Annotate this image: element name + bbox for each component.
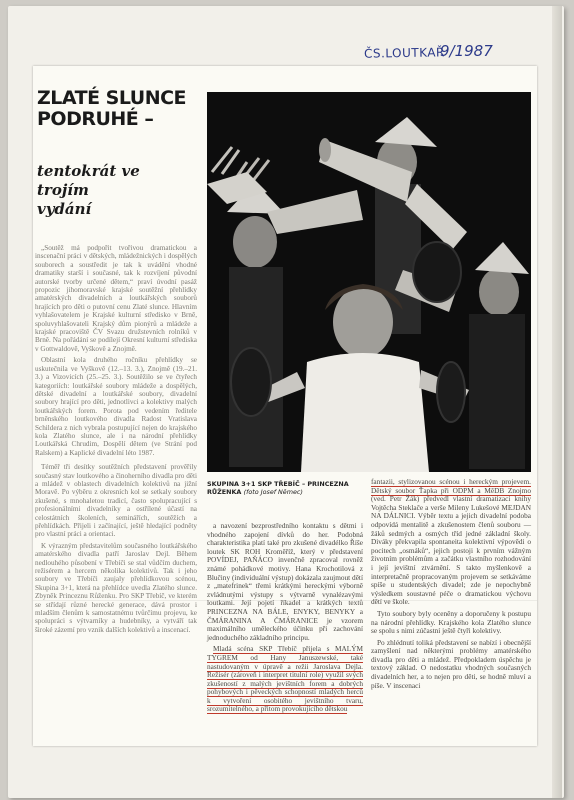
handwritten-source: ČS.LOUTKAŘ [363,45,445,61]
paragraph: „Soutěž má podpořit tvořivou dramatickou a inscenační práci v dětských, mládežnických i dospělých souborech a soustředit je tak k uvádění vhodné dramatiky starší i současné, tak k rozvíjení původní autorské tvorby určené dětem,“ praví úvodní pasáž propozic jihomoravské krajské soutěžní přehlídky amatérských divadelních a loutkářských souborů hrajících pro děti o putovní cenu Zlaté slunce. Hlavním vyhlašovatelem je Krajské kulturní středisko v Brně, spoluvyhlašovateli Krajský dům pionýrů a mládeže a krajské pracoviště ČV Svazu družstevních rolníků v Brně. Na pořádání se podílejí Okresní kulturní střediska v Gottwaldově, Vyškově a Znojmě. [35,244,197,353]
photo-puppet-performance [207,92,531,472]
caption-credit: (foto Josef Němec) [243,488,303,496]
column-3 [371,478,531,693]
column-1 [35,244,197,637]
paragraph-text: (ved. Petr Žák) předvedl vlastní dramatizaci knihy Vojtěcha Steklače a verše Mileny Lukešové MEJDAN NA DÁLNICI. Výběr textu a jejich divadelní podoba odpovídá mentalitě a zkušenostem členů souboru — žáků sedmých a osmých tříd jedné základní školy. Diváky překvapila spontaneita kolektivní výpovědi o pocitech „osmáků“, jejich postoji k prvním vážným životním problémům a začátku vlastního rozhodování i její jevištní ztvárnění. S takto myšlenkově a interpretačně propracovaným projevem se setkáváme spíše u studentských divadel; zde je nepochybně výsledkem soustavné péče o dramatickou výchovu dětí ve škole. [371,494,531,607]
paragraph: Oblastní kola druhého ročníku přehlídky se uskutečnila ve Vyškově (12.–13. 3.), Znojmě (19.–21. 3.) a Vizovicích (25.–25. 3.). Soutěžilo se ve čtyřech kategoriích: loutkářské soubory mládeže a dospělých, dětské divadelní a loutkářské soubory, divadelní soubory hrající pro děti, jednotlivci a kolektivy malých loutkářských forem. Porota pod vedením ředitele brněnského loutkového divadla Radost Vratislava Schildera z nich vybrala postupující nejen do krajského kola Zlatého slunce, ale i na národní přehlídky Loutkářská Chrudim, Dospělí dětem (ve Strání pod Ralskem) a Kaplické divadelní léto 1987. [35,356,197,457]
binder-edge [552,6,562,798]
newspaper-clipping [33,66,537,746]
subheadline: tentokrát ve trojím vydání [37,162,140,218]
headline-line-2: PODRUHÉ – [37,108,154,130]
handwritten-issue: 9/1987 [440,42,493,60]
paragraph: K výrazným představitelům současného loutkářského amatérského divadla patří Jaroslav Dejl. Během nedlouhého působení v Třebíči se stal vůdčím duchem, režisérem a hercem několika kolektivů. Tak i jeho soubory ve Třebíči zaujaly přehlídkovou scénou, Skupina 3+1, která na přehlídce uvedla Zlatého slunce. Zbyněk Princeznu Růženku. Pro SKP Třebíč, ve kterém se střídají různé herecké generace, dává prostor i mladším členům k samostatnému tvůrčímu projevu, ke spolupráci s výtvarníky a hudebníky, a vytváří tak široké zázemí pro vznik dalších kolektivů a inscenací. [35,541,197,634]
paragraph [371,478,531,607]
underlined-passage: Mladá scéna SKP Třebíč přijela s MALÝM TYGREM od Hany Januszewské, také nastudovaným v úpravě a režii Jaroslava Dejla. Režisér (zároveň i interpret titulní role) využil svých zkušeností z malých jevištních forem a dobrých pohybových i pěveckých schopností mladých herců k vytvoření osobitého jevištního tvaru, srozumitelného, a přitom provokujícího dětskou [207,644,363,714]
paragraph [207,645,363,714]
fold-line [33,600,537,601]
caption-title: SKUPINA 3+1 SKP TŘEBÍČ – PRINCEZNA RŮŽENKA [207,480,349,496]
paragraph: Tyto soubory byly oceněny a doporučeny k postupu na národní přehlídky. Krajského kola Zlatého slunce se spolu s nimi zúčastní ještě čtyři kolektivy. [371,608,531,636]
underlined-passage: fantazii, stylizovanou scénou i hereckým projevem. Dětský soubor Ťapka při ODPM a MěDB Znojmo [371,477,531,495]
column-2 [207,522,363,717]
photo-caption [207,480,367,496]
paragraph: Téměř tři desítky soutěžních představení prověřily současný stav loutkového a činoherního divadla pro děti a mládež v oblastech divadelních kolektivů na jižní Moravě. Po výběru z okresních kol se setkaly soubory zkušené, s mnohaletou tradicí, často spolupracující s profesionálními divadelníky a ostřílené účastí na celostátních školeních, seminářích, soutěžích a přehlídkách. Přijeli i začínající, ještě hledající podněty pro vlastní práci a orientaci. [35,463,197,539]
paragraph: Po zhlédnutí toliká představení se nabízí i obecnější zamyšlení nad některými problémy amatérského divadla pro děti a mládež. Předpokladem úspěchu je textový základ. O nedostatku vhodných současných divadelních her, a to nejen pro děti, se hodně mluví a píše. V inscenaci [371,637,531,690]
headline-line-1: ZLATÉ SLUNCE [37,87,187,109]
paragraph: a navození bezprostředního kontaktu s dětmi i vhodného zapojení dívků do her. Podobná charakteristika platí také pro zkušené divadélko Říše loutek SK ROH Kroměříž, který v představení POVÍDEJ, PAŇÁCO invenčně zpracoval rovněž známé pohádkové motivy. Hana Krochotilová z Blučiny (individuální výstup) dokázala zaujmout dětí z „matefrinek“ třemi krátkými hereckými výborně zvládnutými výstupy s výtvarně vynalézavými loutkami. Její pojetí říkadel a krátkých textů PRINCEZNA NA BÁLE, ENYKY, BENYKY a ČMÁRANINA A ČMÁRANICE je vzorem maximálního uměleckého účinku při zachování jednoduchého základního principu. [207,521,363,642]
headline [37,88,197,130]
photo-illustration [207,92,531,472]
